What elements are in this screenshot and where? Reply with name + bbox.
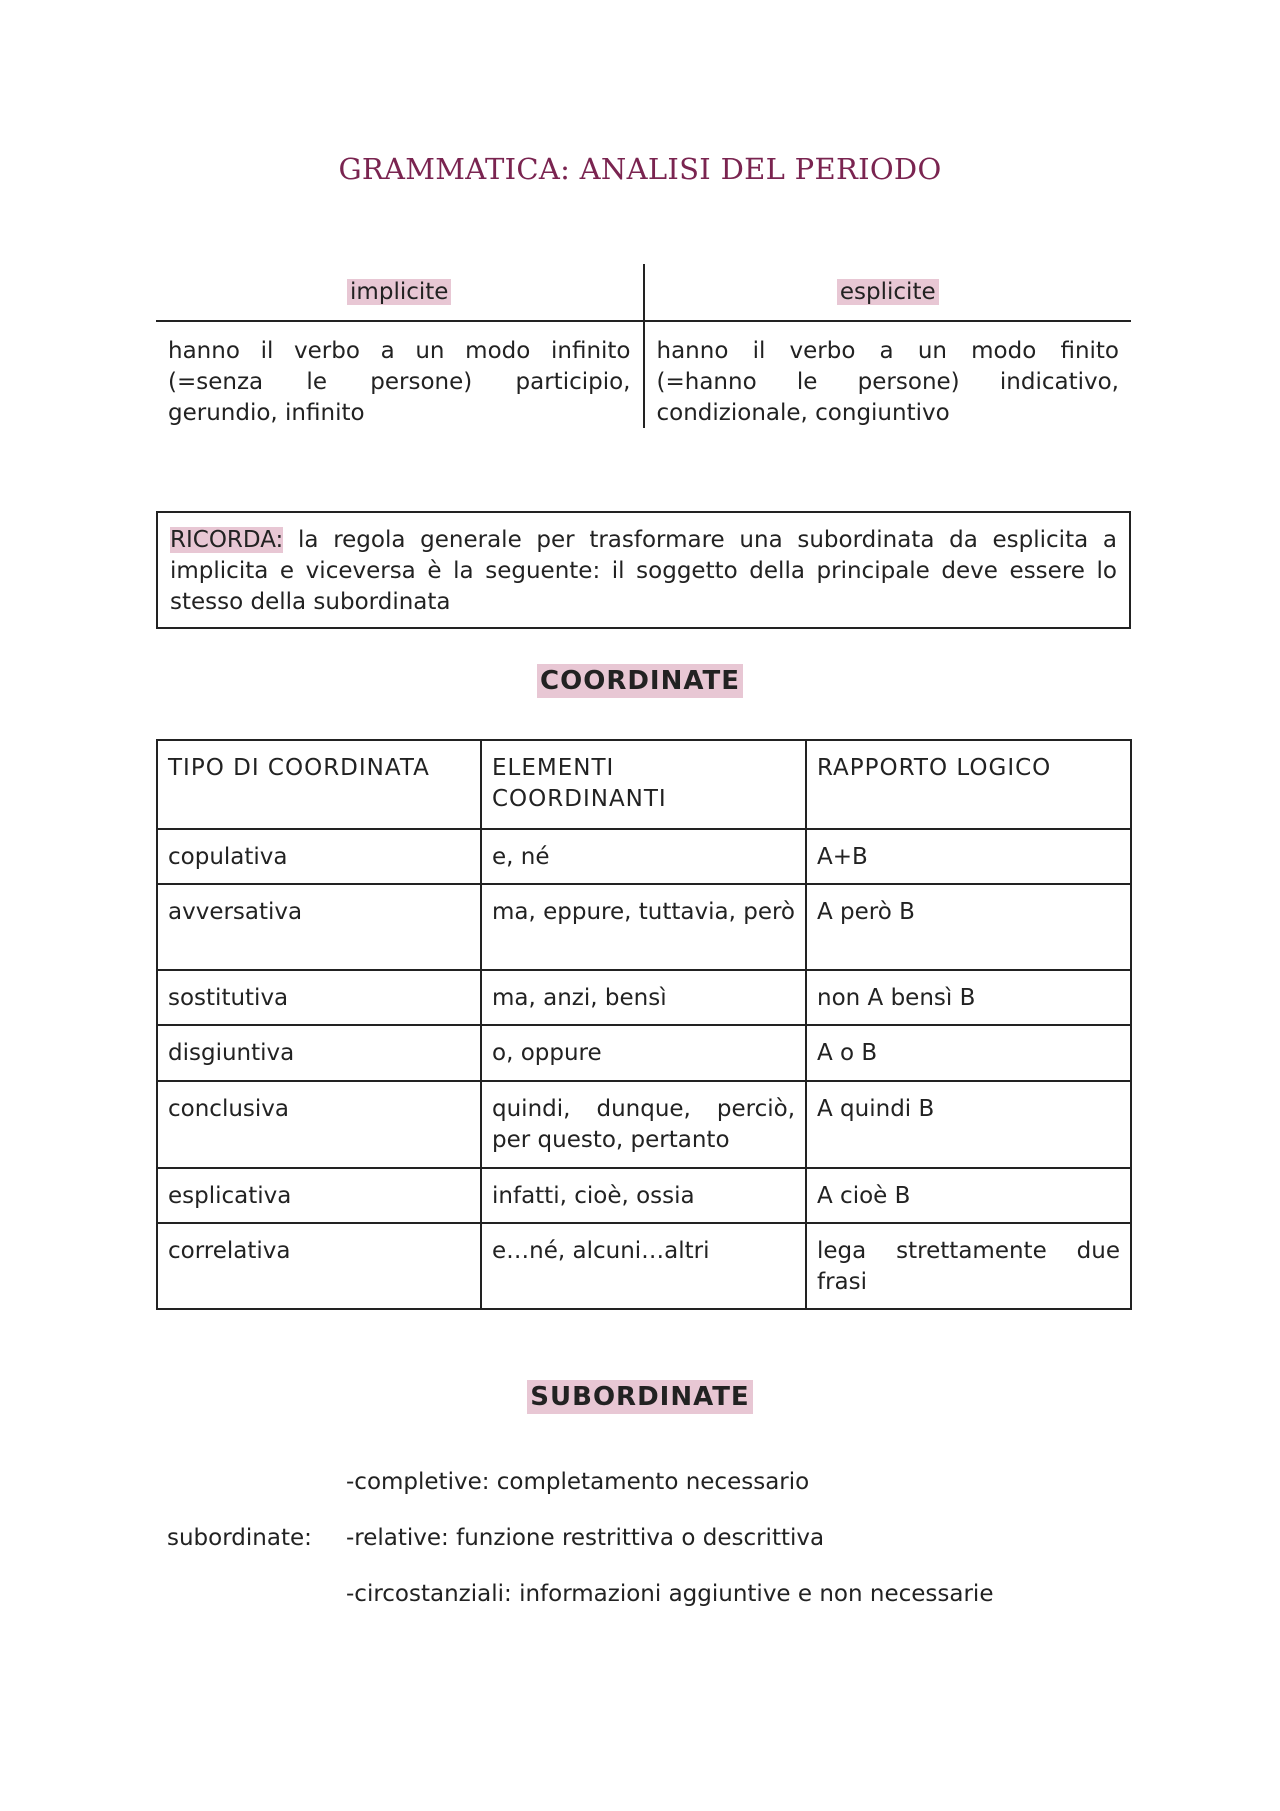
coordinate-header-tipo: TIPO DI COORDINATA [157,740,481,829]
elementi-cell: e, né [481,829,806,884]
ricorda-box [156,511,1131,629]
rapporto-cell: lega strettamente due frasi [806,1223,1131,1309]
table-row [157,884,1131,970]
ie-header-implicite-label: implicite [347,279,451,305]
elementi-cell: infatti, cioè, ossia [481,1168,806,1223]
tipo-cell: correlativa [157,1223,481,1309]
table-row [157,1025,1131,1081]
table-row [157,1081,1131,1168]
elementi-cell: ma, eppure, tuttavia, però [481,884,806,970]
elementi-cell: e…né, alcuni…altri [481,1223,806,1309]
table-row [157,1223,1131,1309]
coordinate-heading-label: COORDINATE [537,664,743,698]
ie-header-implicite [156,264,645,320]
subordinate-item-completive: -completive: completamento necessario [346,1469,810,1495]
table-row [157,829,1131,884]
ie-header-esplicite [645,264,1132,320]
subordinate-label: subordinate: [167,1525,312,1551]
ie-header-esplicite-label: esplicite [837,279,939,305]
rapporto-cell: A o B [806,1025,1131,1081]
tipo-cell: disgiuntiva [157,1025,481,1081]
subordinate-heading-label: SUBORDINATE [527,1380,752,1414]
rapporto-cell: non A bensì B [806,970,1131,1025]
tipo-cell: copulativa [157,829,481,884]
coordinate-header-elementi: ELEMENTI COORDINANTI [481,740,806,829]
tipo-cell: sostitutiva [157,970,481,1025]
coordinate-header-rapporto: RAPPORTO LOGICO [806,740,1131,829]
rapporto-cell: A+B [806,829,1131,884]
ie-cell-esplicite: hanno il verbo a un modo finito (=hanno le persone) indicativo, condizionale, congiuntivo [656,338,1119,426]
coordinate-header-row [157,740,1131,829]
tipo-cell: esplicativa [157,1168,481,1223]
ie-cell-implicite: hanno il verbo a un modo infinito (=senza le persone) participio, gerundio, infinito [156,322,645,428]
subordinate-item-relative: -relative: funzione restrittiva o descrittiva [346,1525,825,1551]
tipo-cell: conclusiva [157,1081,481,1168]
ricorda-label: RICORDA: [170,527,284,553]
coordinate-table [156,739,1132,1310]
subordinate-heading [0,1382,1280,1412]
page-title: GRAMMATICA: ANALISI DEL PERIODO [338,152,942,186]
rapporto-cell: A però B [806,884,1131,970]
table-row [157,970,1131,1025]
coordinate-heading [0,666,1280,696]
rapporto-cell: A quindi B [806,1081,1131,1168]
ricorda-text: la regola generale per trasformare una subordinata da esplicita a implicita e viceversa è la seguente: il soggetto della principale deve essere lo stesso della subordinata [170,527,1117,615]
implicite-esplicite-table [156,264,1131,428]
tipo-cell: avversativa [157,884,481,970]
ie-body-row [156,322,1131,428]
subordinate-item-circostanziali: -circostanziali: informazioni aggiuntive e non necessarie [346,1581,994,1607]
elementi-cell: o, oppure [481,1025,806,1081]
rapporto-cell: A cioè B [806,1168,1131,1223]
ie-header-row [156,264,1131,322]
elementi-cell: ma, anzi, bensì [481,970,806,1025]
elementi-cell: quindi, dunque, perciò, per questo, pertanto [481,1081,806,1168]
table-row [157,1168,1131,1223]
